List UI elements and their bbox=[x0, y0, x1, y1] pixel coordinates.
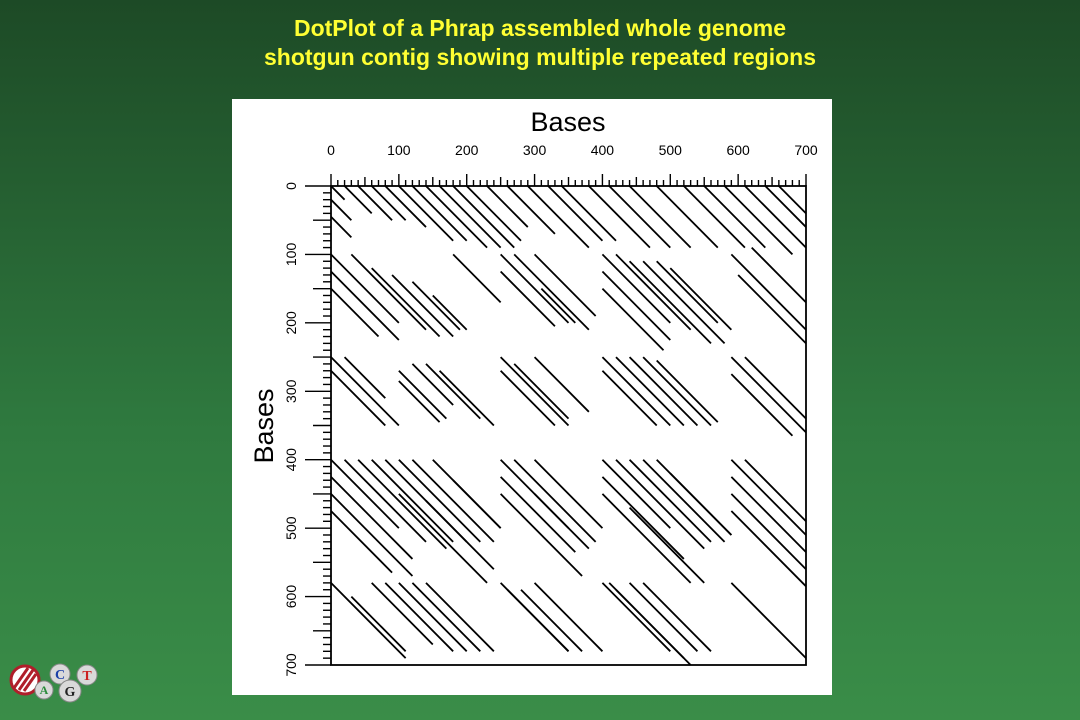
dotplot-match-segment bbox=[399, 460, 480, 542]
y-tick-label: 0 bbox=[283, 182, 299, 190]
dotplot-match-segment bbox=[616, 254, 691, 329]
x-tick-label: 100 bbox=[387, 142, 411, 158]
dotplot-match-segment bbox=[399, 381, 440, 422]
dotplot-match-segment bbox=[602, 460, 670, 528]
dotplot-match-segment bbox=[412, 583, 480, 651]
y-tick-label: 300 bbox=[283, 379, 299, 403]
dotplot-match-segment bbox=[351, 597, 405, 652]
dotplot-match-segment bbox=[630, 583, 698, 651]
dotplot-match-segment bbox=[731, 477, 806, 552]
dotplot-match-segment bbox=[643, 583, 711, 651]
dotplot-match-segment bbox=[426, 364, 480, 419]
dotplot-match-segment bbox=[657, 186, 718, 248]
dotplot-match-segment bbox=[440, 186, 501, 248]
x-tick-label: 700 bbox=[794, 142, 818, 158]
dotplot-chart bbox=[232, 99, 832, 695]
dotplot-match-segment bbox=[453, 186, 514, 248]
dotplot-match-segment bbox=[731, 511, 806, 586]
dotplot-match-segment bbox=[514, 254, 589, 329]
dotplot-match-segment bbox=[399, 583, 467, 651]
dotplot-match-segment bbox=[514, 364, 568, 419]
dotplot-match-segment bbox=[602, 289, 663, 351]
dotplot-match-segment bbox=[657, 360, 718, 422]
y-tick-label: 600 bbox=[283, 584, 299, 609]
dotplot-match-segment bbox=[602, 272, 670, 340]
dotplot-match-segment bbox=[358, 186, 392, 220]
dotplot-match-segment bbox=[535, 357, 589, 412]
x-tick-label: 400 bbox=[590, 142, 615, 158]
x-tick-label: 0 bbox=[327, 142, 335, 158]
dotplot-match-segment bbox=[372, 583, 433, 645]
dotplot-match-segment bbox=[399, 186, 453, 241]
y-tick-label: 100 bbox=[283, 242, 299, 267]
dotplot-match-segment bbox=[602, 583, 670, 651]
dotplot-match-segment bbox=[501, 357, 569, 425]
slide-title-line-2: shotgun contig showing multiple repeated regions bbox=[263, 44, 817, 70]
dotplot-match-segment bbox=[426, 186, 487, 248]
dotplot-match-segment bbox=[731, 460, 806, 535]
dotplot-match-segment bbox=[731, 357, 806, 432]
dotplot-match-segment bbox=[535, 460, 603, 528]
dotplot-match-segment bbox=[630, 460, 711, 542]
dotplot-match-segment bbox=[643, 261, 724, 343]
tick-labels-layer bbox=[283, 142, 818, 677]
dotplot-match-segment bbox=[351, 254, 426, 329]
logo-letter-c: C bbox=[54, 668, 66, 683]
dotplot-match-segment bbox=[535, 494, 589, 549]
x-tick-label: 600 bbox=[726, 142, 750, 158]
dotplot-match-segment bbox=[514, 460, 595, 542]
dotplot-match-segment bbox=[616, 357, 684, 425]
y-tick-label: 400 bbox=[283, 448, 299, 472]
dotplot-match-segment bbox=[433, 295, 467, 329]
dotplot-match-segment bbox=[345, 460, 426, 542]
dotplot-match-segment bbox=[399, 494, 487, 583]
logo-ball-t bbox=[77, 665, 97, 685]
slide-title-line-1: DotPlot of a Phrap assembled whole genome bbox=[293, 15, 787, 41]
y-tick-label: 500 bbox=[283, 516, 299, 540]
dotplot-match-segment bbox=[412, 186, 466, 241]
dotplot-match-segment bbox=[487, 186, 528, 227]
dotplot-match-segment bbox=[725, 186, 793, 254]
dotplot-match-segment bbox=[331, 254, 399, 322]
dotplot-match-segment bbox=[507, 186, 555, 234]
dotplot-match-segment bbox=[745, 357, 806, 419]
dotplot-match-segment bbox=[372, 186, 406, 220]
dotplot-match-segment bbox=[331, 371, 385, 426]
dotplot-match-segment bbox=[331, 511, 392, 573]
x-tick-label: 300 bbox=[522, 142, 547, 158]
dotplot-match-segment bbox=[731, 583, 806, 658]
dotplot-match-segment bbox=[331, 583, 406, 658]
dotplot-match-segment bbox=[501, 494, 582, 576]
dotplot-match-segment bbox=[440, 371, 494, 426]
logo-letter-g: G bbox=[64, 685, 76, 700]
dotplot-match-segment bbox=[331, 200, 351, 221]
y-axis-title: Bases bbox=[249, 388, 279, 464]
dotplot-match-segment bbox=[616, 590, 691, 665]
dotplot-match-segment bbox=[745, 460, 806, 522]
dotplot-match-segment bbox=[602, 371, 656, 426]
dotplot-match-segment bbox=[548, 186, 602, 241]
dotplot-match-segment bbox=[501, 272, 555, 327]
dotplot-match-segment bbox=[453, 254, 501, 302]
dotplot-match-segment bbox=[501, 254, 569, 322]
dotplot-match-segment bbox=[331, 186, 345, 200]
logo-ball-g bbox=[59, 680, 81, 702]
dotplot-match-segment bbox=[372, 268, 440, 336]
x-axis-title: Bases bbox=[530, 107, 606, 137]
dotplot-match-segment bbox=[731, 494, 806, 569]
dotplot-match-segment bbox=[501, 477, 576, 552]
dotplot-match-segment bbox=[630, 508, 705, 583]
dotplot-match-segment bbox=[738, 275, 806, 343]
logo-letter-t: T bbox=[82, 669, 92, 684]
dotplot-match-segment bbox=[331, 460, 399, 528]
dotplot-match-segment bbox=[345, 186, 372, 213]
dotplot-match-segment bbox=[412, 460, 493, 542]
dotplot-match-segment bbox=[630, 261, 711, 343]
slide-title bbox=[0, 14, 1080, 72]
dotplot-match-segment bbox=[779, 186, 806, 213]
dotplot-match-segment bbox=[331, 217, 351, 238]
tacg-logo bbox=[8, 660, 104, 706]
dotplot-match-segment bbox=[657, 261, 718, 323]
x-tick-label: 500 bbox=[658, 142, 682, 158]
dotplot-match-segment bbox=[535, 583, 603, 651]
dotplot-match-segment bbox=[467, 186, 521, 241]
dotplot-match-segment bbox=[562, 186, 616, 241]
dotplot-match-segment bbox=[670, 473, 731, 535]
dotplot-match-segment bbox=[731, 374, 792, 436]
y-tick-label: 700 bbox=[283, 653, 299, 677]
x-tick-label: 200 bbox=[455, 142, 479, 158]
dotplot-match-segment bbox=[501, 371, 555, 426]
dotplot-match-segment bbox=[752, 248, 806, 303]
dotplot-match-segment bbox=[643, 357, 711, 425]
logo-letter-a: A bbox=[39, 683, 49, 697]
y-tick-label: 200 bbox=[283, 311, 299, 335]
dotplot-match-segment bbox=[331, 357, 399, 425]
dotplot-match-segment bbox=[331, 494, 412, 576]
dotplot-match-segment bbox=[507, 590, 568, 652]
segments-layer bbox=[331, 186, 806, 665]
dotplot-match-segment bbox=[331, 272, 399, 340]
dotplot-panel bbox=[232, 99, 832, 695]
dotplot-match-segment bbox=[602, 357, 670, 425]
dotplot-match-segment bbox=[426, 583, 494, 651]
logo-ball-a bbox=[35, 681, 53, 699]
